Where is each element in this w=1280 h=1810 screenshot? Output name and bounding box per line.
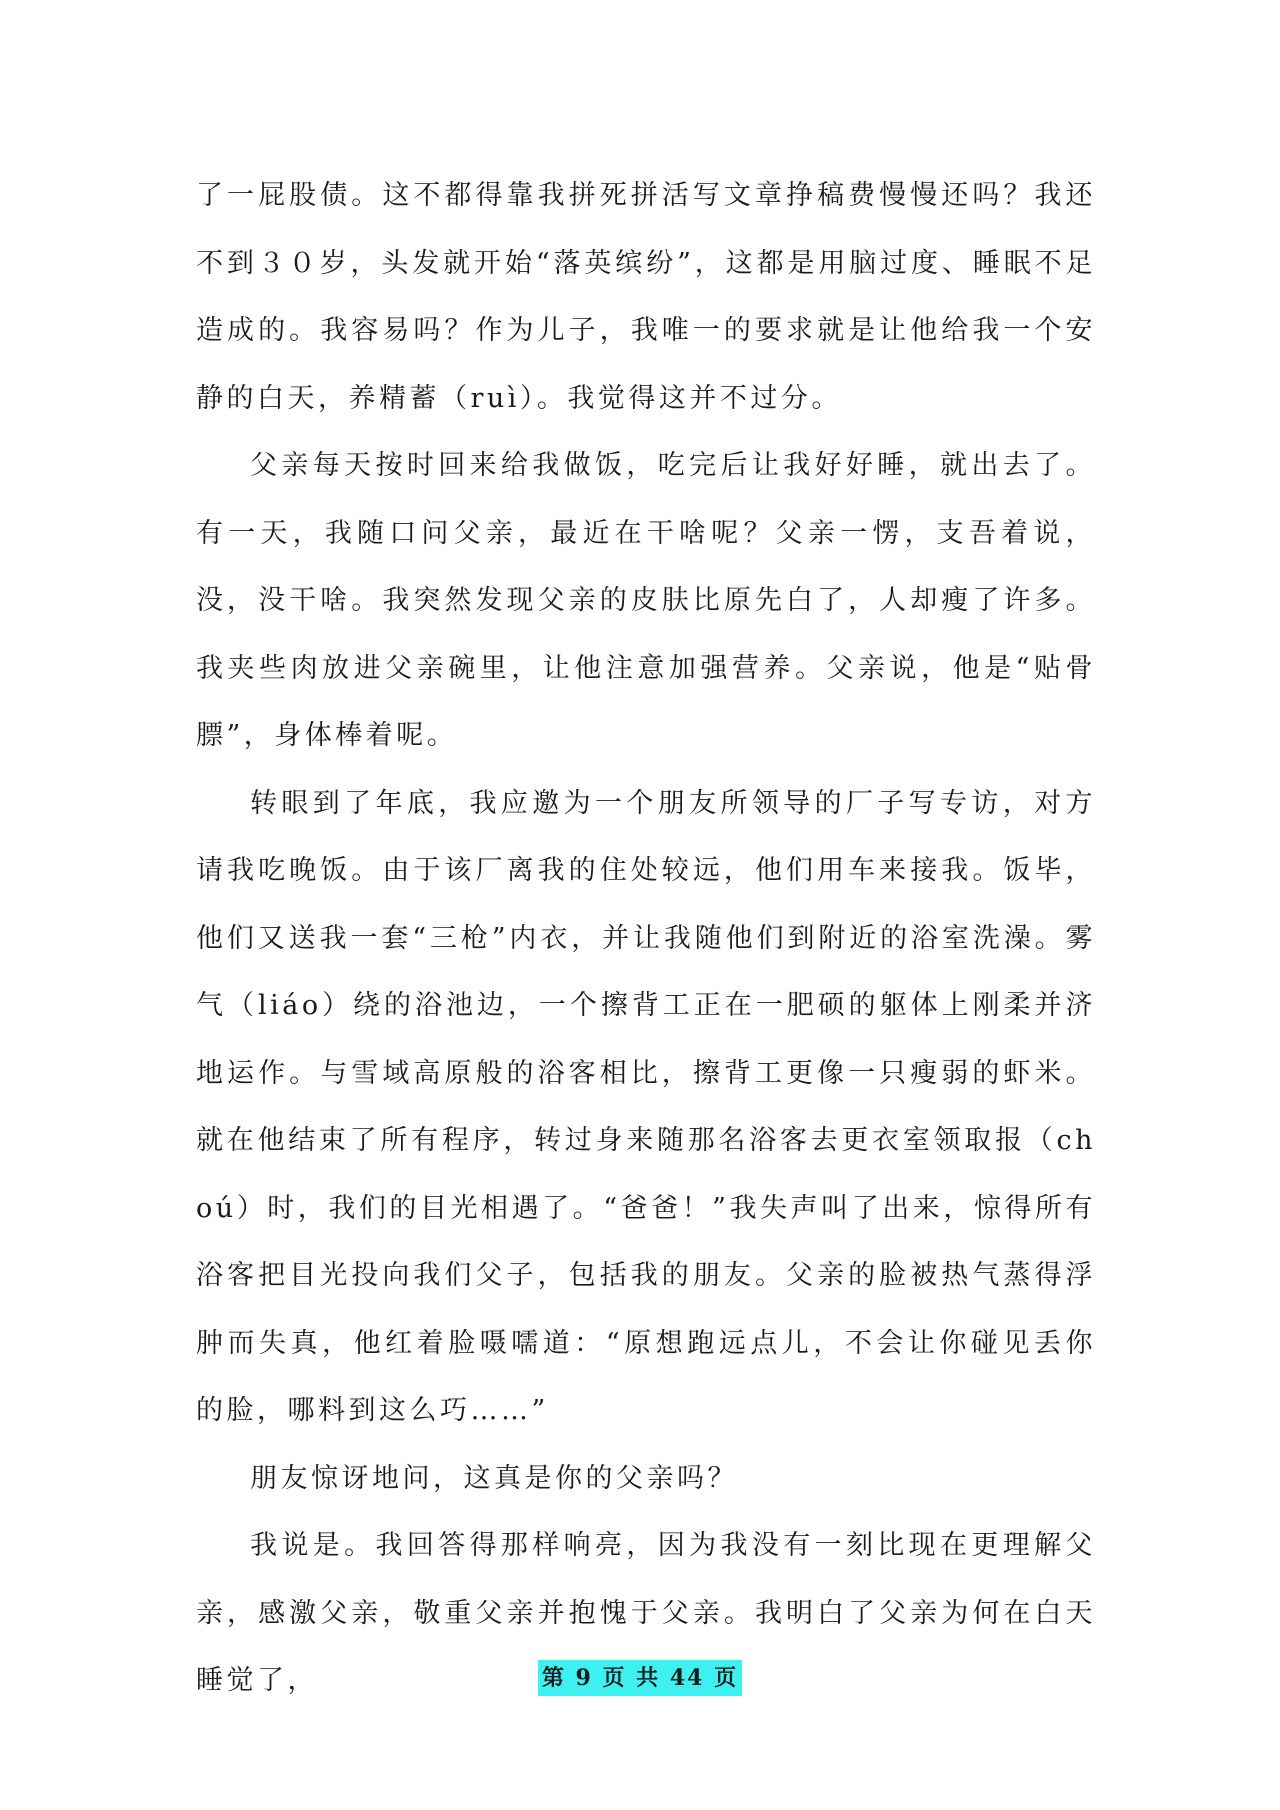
page-number: 第 9 页 共 44 页 [538,1660,742,1696]
paragraph: 我说是。我回答得那样响亮，因为我没有一刻比现在更理解父亲，感激父亲，敬重父亲并抱愧于父亲。我明白了父亲为何在白天睡觉了， [196,1530,1096,1696]
body-text [196,162,1096,1715]
paragraph: 父亲每天按时回来给我做饭，吃完后让我好好睡，就出去了。有一天，我随口问父亲，最近在干啥呢？父亲一愣，支吾着说，没，没干啥。我突然发现父亲的皮肤比原先白了，人却瘦了许多。我夹些肉放进父亲碗里，让他注意加强营养。父亲说，他是“贴骨膘”，身体棒着呢。 [196,450,1096,751]
page-footer [0,1660,1280,1696]
paragraph: 转眼到了年底，我应邀为一个朋友所领导的厂子写专访，对方请我吃晚饭。由于该厂离我的住处较远，他们用车来接我。饭毕，他们又送我一套“三枪”内衣，并让我随他们到附近的浴室洗澡。雾气（liáo）绕的浴池边，一个擦背工正在一肥硕的躯体上刚柔并济地运作。与雪域高原般的浴客相比，擦背工更像一只瘦弱的虾米。就在他结束了所有程序，转过身来随那名浴客去更衣室领取报（choú）时，我们的目光相遇了。“爸爸！”我失声叫了出来，惊得所有浴客把目光投向我们父子，包括我的朋友。父亲的脸被热气蒸得浮肿而失真，他红着脸嗫嚅道：“原想跑远点儿，不会让你碰见丢你的脸，哪料到这么巧……” [196,787,1096,1426]
paragraph-continuation: 了一屁股债。这不都得靠我拼死拼活写文章挣稿费慢慢还吗？我还不到３０岁，头发就开始“落英缤纷”，这都是用脑过度、睡眠不足造成的。我容易吗？作为儿子，我唯一的要求就是让他给我一个安静的白天，养精蓄（ruì）。我觉得这并不过分。 [196,180,1096,414]
paragraph: 朋友惊讶地问，这真是你的父亲吗？ [250,1462,738,1494]
